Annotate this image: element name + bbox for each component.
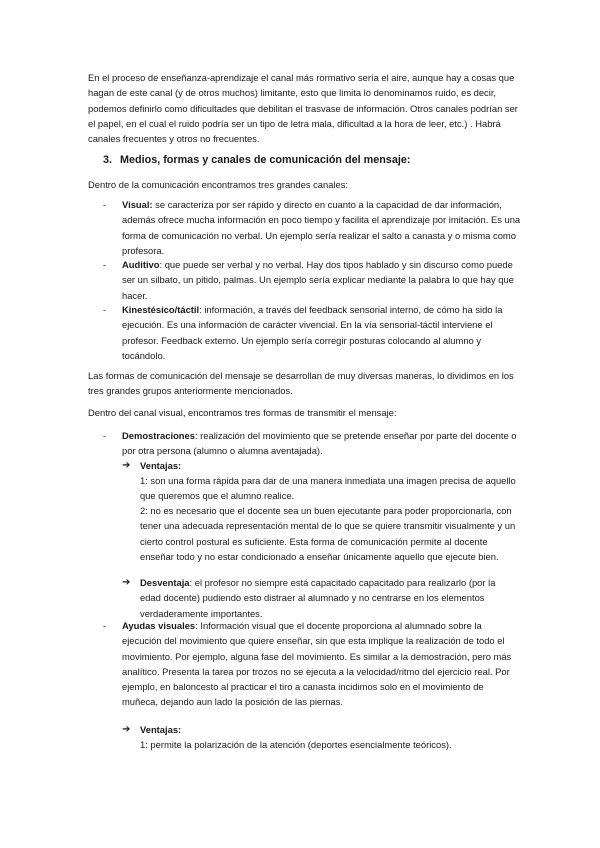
desventaja-text: : el profesor no siempre está capacitado capacitado para realizarlo (por la edad docente) pudiendo esto distraer al alumnado y no centrarse en los elementos verdaderamente importantes. [140,577,496,619]
desventaja-label: Desventaja [140,577,190,588]
section-number: 3. [103,154,113,166]
arrow-right-icon: ➔ [122,460,131,471]
item-text: : Información visual que el docente proporciona al alumnado sobre la ejecución del movimiento que quiere enseñar, sin que esta implique la realización de todo el movimiento. Por ejemplo, alguna fase del movimiento. Es similar a la demostración, pero más analítico. Presenta la tarea por trozos no se ejecuta a la velocidad/ritmo del ejercicio real. Por ejemplo, en baloncesto al practicar el tiro a canasta incidimos solo en el movimiento de muñeca, dejando aun lado la posición de las piernas. [122,620,512,708]
item-label: Demostraciones [122,430,195,441]
section-heading [103,152,523,168]
list-dash: - [103,304,107,315]
list-item-body [122,197,522,258]
desventaja-body [140,575,518,621]
channel-label: Visual: [122,199,153,210]
list-dash: - [103,199,107,210]
list-item-body [122,618,522,710]
forms-paragraph: Las formas de comunicación del mensaje se desarrollan de muy diversas maneras, lo dividimos en los tres grandes grupos anteriormente mencionados. [88,370,514,397]
item-text: : realización del movimiento que se pretende enseñar por parte del docente o por otra persona (alumno o alumna aventajada). [122,430,517,457]
item-label: Ayudas visuales [122,620,196,631]
list-item-body [122,257,522,303]
channel-text: : que puede ser verbal y no verbal. Hay dos tipos hablado y sin discurso como puede ser un silbato, un pitido, palmas. Un ejemplo sería explicar mediante la palabra lo que hay que hacer. [122,259,514,301]
ventajas-label: Ventajas: [140,460,182,471]
list-item-body [122,428,522,459]
intro-paragraph: En el proceso de enseñanza-aprendizaje el canal más rormativo sería el aire, aunque hay a cosas que hagan de este canal (y de otros muchos) limitante, esto que limita lo denominamos ruido, es decir, podemos definirlo como dificultades que debilitan el trasvase de información. Otros canales podrían ser el papel, en el cual el ruido podría ser un tipo de letra mala, dificultad a la hora de leer, etc.) . Habrá canales frecuentes y otros no frecuentes. [88,72,518,145]
channels-intro: Dentro de la comunicación encontramos tres grandes canales: [88,179,349,190]
visual-intro: Dentro del canal visual, encontramos tres formas de transmitir el mensaje: [88,407,397,418]
ventajas-label: Ventajas: [140,724,182,735]
ventaja-point-2: 2: no es necesario que el docente sea un buen ejecutante para poder proporcionarla, con tener una adecuada representación mental de lo que se quiere transmitir visualmente y un cierto control postural es suficiente. Esta forma de comunicación permite al docente enseñar todo y no estar condicionado a enseñar únicamente aquello que ejecute bien. [140,505,516,562]
list-dash: - [103,259,107,270]
list-item-body [122,302,522,363]
channel-label: Kinestésico/táctil [122,304,200,315]
channel-text: : información, a través del feedback sensorial interno, de cómo ha sido la ejecución. Es una información de carácter vivencial. En la vía sensorial-táctil interviene el profesor. Feedback externo. Un ejemplo sería corregir posturas colocando al alumno y tocándolo. [122,304,503,361]
list-dash: - [103,620,107,631]
ventaja-point-1: 1: son una forma rápida para dar de una manera inmediata una imagen precisa de aquello que queremos que el alumno realice. [140,475,516,502]
channel-label: Auditivo [122,259,160,270]
channel-text: se caracteriza por ser rápido y directo en cuanto a la capacidad de dar información, además ofrece mucha información en poco tiempo y facilita el aprendizaje por imitación. Es una forma de comunicación no verbal. Un ejemplo sería realizar el salto a canasta y o misma como profesora. [122,199,521,256]
arrow-right-icon: ➔ [122,724,131,735]
list-dash: - [103,430,107,441]
arrow-right-icon: ➔ [122,577,131,588]
section-title: Medios, formas y canales de comunicación del mensaje: [120,154,411,166]
ayudas-ventaja-point-1: 1: permite la polarización de la atención (deportes esencialmente teóricos). [140,739,452,750]
